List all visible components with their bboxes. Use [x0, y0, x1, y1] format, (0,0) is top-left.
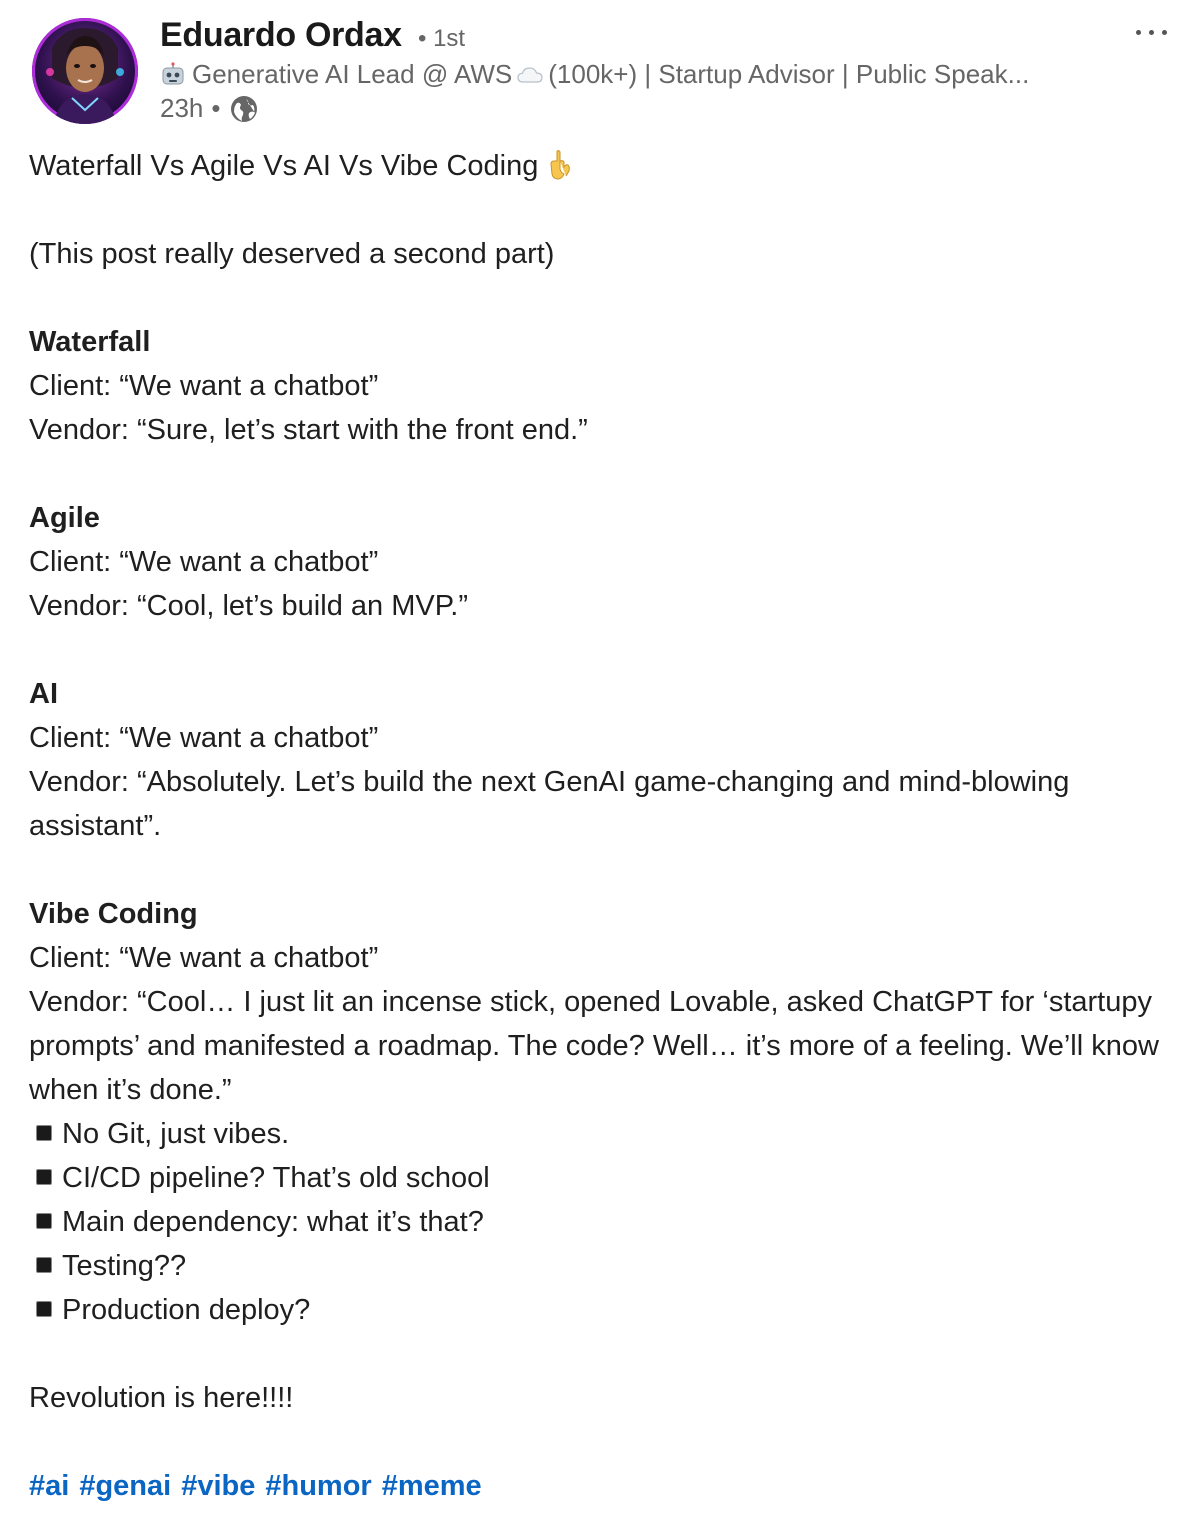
- black-square-bullet-icon: [36, 1301, 52, 1317]
- post-header: [0, 0, 1202, 140]
- spacer: [29, 1420, 1179, 1464]
- black-square-bullet-icon: [36, 1125, 52, 1141]
- hashtag-link[interactable]: #ai: [29, 1470, 70, 1502]
- spacer: [29, 452, 1179, 496]
- section-client-line: Client: “We want a chatbot”: [29, 722, 379, 754]
- author-headline: [160, 59, 1090, 90]
- cloud-icon: [516, 65, 544, 85]
- hashtag-link[interactable]: #vibe: [181, 1470, 256, 1502]
- bullet-item: [29, 1156, 1179, 1200]
- connection-degree: [418, 25, 465, 53]
- black-square-bullet-icon: [36, 1169, 52, 1185]
- degree-separator: •: [418, 25, 427, 52]
- post-time[interactable]: 23h: [160, 93, 204, 123]
- bullet-item: [29, 1244, 1179, 1288]
- bullet-text: Testing??: [62, 1250, 187, 1282]
- spacer: [29, 848, 1179, 892]
- section-vendor-line: Vendor: “Sure, let’s start with the front end.”: [29, 414, 588, 446]
- meta-separator: •: [211, 93, 221, 123]
- spacer: [29, 1332, 1179, 1376]
- bullet-item: [29, 1200, 1179, 1244]
- section-vendor-line: Vendor: “Cool, let’s build an MVP.”: [29, 590, 469, 622]
- author-avatar[interactable]: [32, 18, 138, 124]
- black-square-bullet-icon: [36, 1213, 52, 1229]
- section-client-line: Client: “We want a chatbot”: [29, 370, 379, 402]
- hashtag-list: [29, 1464, 1179, 1508]
- section-client-line: Client: “We want a chatbot”: [29, 942, 379, 974]
- post-body: [29, 144, 1179, 1508]
- headline-part-2: (100k+) | Startup Advisor | Public Speak...: [548, 59, 1030, 89]
- bullet-text: Production deploy?: [62, 1294, 311, 1326]
- hashtag-link[interactable]: #genai: [79, 1470, 172, 1502]
- more-options-icon[interactable]: [1132, 20, 1172, 44]
- post-closing: Revolution is here!!!!: [29, 1382, 294, 1414]
- author-name[interactable]: Eduardo Ordax: [160, 16, 402, 54]
- section-heading-ai: AI: [29, 678, 58, 710]
- section-vendor-line: Vendor: “Absolutely. Let’s build the next GenAI game-changing and mind-blowing assistant”.: [29, 766, 1070, 842]
- globe-icon: [229, 94, 259, 124]
- hashtag-link[interactable]: #humor: [265, 1470, 372, 1502]
- bullet-text: CI/CD pipeline? That’s old school: [62, 1162, 490, 1194]
- bullet-item: [29, 1288, 1179, 1332]
- spacer: [29, 628, 1179, 672]
- robot-face-icon: [160, 62, 186, 86]
- backhand-index-pointing-down-icon: [548, 149, 574, 181]
- hashtag-link[interactable]: #meme: [381, 1470, 482, 1502]
- section-heading-agile: Agile: [29, 502, 100, 534]
- post-meta: [160, 93, 259, 124]
- spacer: [29, 188, 1179, 232]
- degree-label: 1st: [433, 25, 466, 52]
- black-square-bullet-icon: [36, 1257, 52, 1273]
- headline-part-1: Generative AI Lead @ AWS: [192, 59, 513, 89]
- post-title: Waterfall Vs Agile Vs AI Vs Vibe Coding: [29, 150, 539, 182]
- bullet-item: [29, 1112, 1179, 1156]
- spacer: [29, 276, 1179, 320]
- section-heading-waterfall: Waterfall: [29, 326, 151, 358]
- bullet-text: No Git, just vibes.: [62, 1118, 290, 1150]
- section-heading-vibe-coding: Vibe Coding: [29, 898, 198, 930]
- post-title-line: [29, 144, 1179, 188]
- bullet-text: Main dependency: what it’s that?: [62, 1206, 484, 1238]
- section-client-line: Client: “We want a chatbot”: [29, 546, 379, 578]
- post-intro: (This post really deserved a second part): [29, 238, 555, 270]
- section-vendor-line: Vendor: “Cool… I just lit an incense stick, opened Lovable, asked ChatGPT for ‘startupy prompts’ and manifested a roadmap. The code? Well… it’s more of a feeling. We’ll know when it’s done.”: [29, 986, 1159, 1106]
